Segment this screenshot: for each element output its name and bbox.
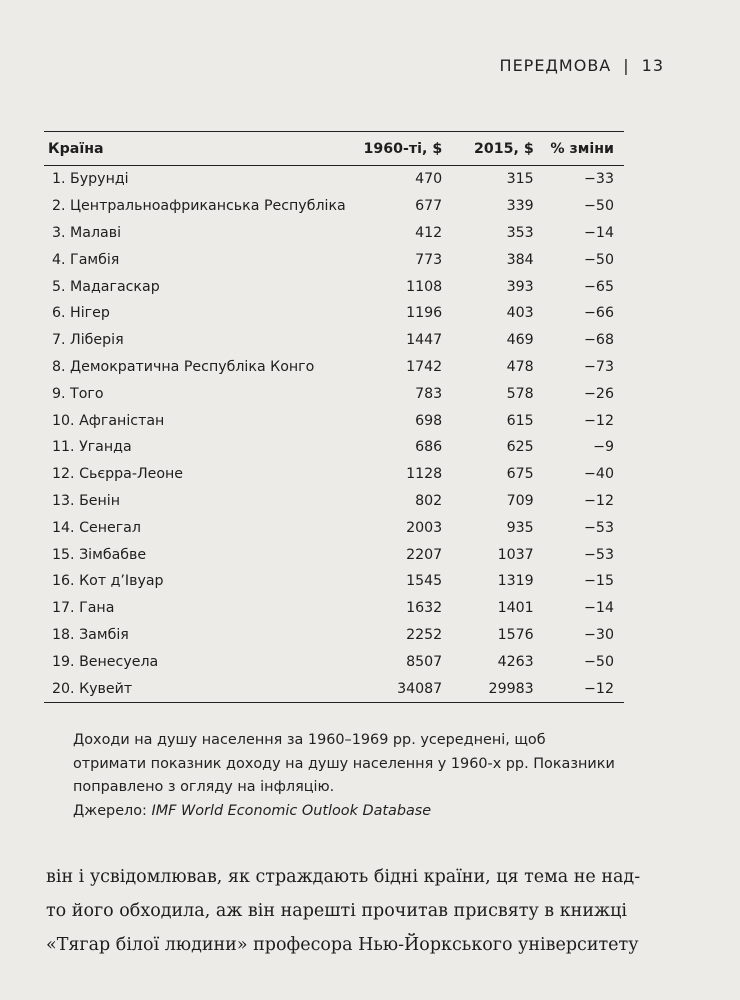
table-row	[44, 300, 624, 327]
page-number: 13	[641, 56, 664, 75]
cell-income-2015: 625	[506, 439, 534, 456]
table-row	[44, 166, 624, 193]
cell-income-2015: 384	[506, 251, 534, 268]
cell-country: 5. Мадагаскар	[52, 278, 160, 295]
cell-change: −53	[584, 546, 614, 563]
cell-country: 7. Ліберія	[52, 332, 124, 349]
cell-change: −66	[584, 305, 614, 322]
body-line: він і усвідомлював, як страждають бідні країни, ця тема не над-	[46, 867, 641, 887]
cell-income-2015: 315	[506, 171, 534, 188]
cell-change: −30	[584, 626, 614, 643]
table-row	[44, 380, 624, 407]
cell-income-1960s: 2252	[406, 626, 443, 643]
table-row	[44, 193, 624, 220]
cell-change: −12	[584, 412, 614, 429]
cell-income-1960s: 1545	[406, 573, 443, 590]
cell-country: 6. Нігер	[52, 305, 110, 322]
table-row	[44, 675, 624, 702]
section-title: ПЕРЕДМОВА	[499, 56, 612, 75]
cell-change: −12	[584, 492, 614, 509]
cell-income-2015: 1576	[497, 626, 534, 643]
cell-change: −53	[584, 519, 614, 536]
cell-change: −50	[584, 653, 614, 670]
cell-change: −33	[584, 171, 614, 188]
cell-country: 10. Афганістан	[52, 412, 165, 429]
cell-country: 15. Зімбабве	[52, 546, 147, 563]
cell-change: −50	[584, 198, 614, 215]
cell-income-1960s: 773	[415, 251, 443, 268]
cell-change: −73	[584, 358, 614, 375]
cell-change: −50	[584, 251, 614, 268]
table-row	[44, 273, 624, 300]
cell-income-1960s: 8507	[406, 653, 443, 670]
table-header-row	[44, 132, 624, 166]
table-row	[44, 354, 624, 381]
cell-income-1960s: 686	[415, 439, 443, 456]
table-row	[44, 541, 624, 568]
source-name: IMF World Economic Outlook Database	[151, 802, 432, 819]
cell-income-1960s: 677	[415, 198, 443, 215]
cell-income-1960s: 2003	[406, 519, 443, 536]
cell-country: 1. Бурунді	[52, 171, 129, 188]
cell-income-2015: 709	[506, 492, 534, 509]
table-row	[44, 461, 624, 488]
cell-change: −9	[593, 439, 614, 456]
cell-income-2015: 393	[506, 278, 534, 295]
table-body	[44, 166, 624, 703]
table-row	[44, 622, 624, 649]
cell-income-2015: 478	[506, 358, 534, 375]
cell-change: −68	[584, 332, 614, 349]
cell-income-2015: 29983	[488, 680, 534, 697]
cell-change: −12	[584, 680, 614, 697]
cell-income-1960s: 470	[415, 171, 443, 188]
cell-income-2015: 1319	[497, 573, 534, 590]
cell-change: −15	[584, 573, 614, 590]
income-table	[44, 131, 624, 703]
table-row	[44, 246, 624, 273]
cell-country: 3. Малаві	[52, 224, 122, 241]
note-source	[73, 800, 623, 824]
body-line: то його обходила, аж він нарешті прочитав присвяту в книжці	[46, 901, 627, 921]
cell-country: 19. Венесуела	[52, 653, 159, 670]
running-head	[500, 56, 664, 75]
header-separator: |	[623, 56, 630, 75]
cell-income-2015: 675	[506, 466, 534, 483]
table-note	[73, 729, 623, 823]
body-line: «Тягар білої людини» професора Нью-Йоркського університету	[46, 935, 639, 955]
cell-country: 17. Гана	[52, 600, 115, 617]
cell-income-1960s: 34087	[397, 680, 443, 697]
column-header-1960s: 1960-ті, $	[363, 140, 443, 157]
cell-country: 16. Кот д’Івуар	[52, 573, 164, 590]
cell-country: 18. Замбія	[52, 626, 129, 643]
cell-income-1960s: 1742	[406, 358, 443, 375]
note-text: Доходи на душу населення за 1960–1969 рр. усереднені, щоб отримати показник доходу на душу населення у 1960-х рр. Показники поправлено з огляду на інфляцію.	[73, 732, 615, 795]
cell-country: 9. Того	[52, 385, 104, 402]
cell-change: −14	[584, 224, 614, 241]
cell-country: 12. Сьєрра-Леоне	[52, 466, 184, 483]
column-header-country: Країна	[48, 140, 104, 157]
table-row	[44, 514, 624, 541]
cell-income-2015: 615	[506, 412, 534, 429]
cell-income-2015: 935	[506, 519, 534, 536]
cell-change: −26	[584, 385, 614, 402]
cell-income-2015: 469	[506, 332, 534, 349]
cell-income-1960s: 783	[415, 385, 443, 402]
cell-country: 14. Сенегал	[52, 519, 141, 536]
cell-income-1960s: 1447	[406, 332, 443, 349]
cell-income-2015: 578	[506, 385, 534, 402]
cell-income-1960s: 1196	[406, 305, 443, 322]
cell-income-1960s: 1128	[406, 466, 443, 483]
cell-income-2015: 4263	[497, 653, 534, 670]
table-row	[44, 595, 624, 622]
cell-income-2015: 1037	[497, 546, 534, 563]
cell-change: −14	[584, 600, 614, 617]
cell-income-2015: 339	[506, 198, 534, 215]
cell-income-2015: 1401	[497, 600, 534, 617]
income-table-wrapper	[44, 131, 624, 703]
body-paragraph	[46, 860, 641, 962]
table-row	[44, 327, 624, 354]
cell-country: 4. Гамбія	[52, 251, 120, 268]
table-row	[44, 434, 624, 461]
table-row	[44, 648, 624, 675]
source-label: Джерело:	[73, 802, 152, 819]
table-row	[44, 220, 624, 247]
cell-country: 13. Бенін	[52, 492, 121, 509]
cell-income-1960s: 698	[415, 412, 443, 429]
cell-country: 20. Кувейт	[52, 680, 133, 697]
cell-change: −40	[584, 466, 614, 483]
cell-country: 8. Демократична Республіка Конго	[52, 358, 315, 375]
cell-income-1960s: 1108	[406, 278, 443, 295]
cell-income-2015: 353	[506, 224, 534, 241]
cell-income-1960s: 2207	[406, 546, 443, 563]
cell-country: 11. Уганда	[52, 439, 132, 456]
cell-income-2015: 403	[506, 305, 534, 322]
cell-country: 2. Центральноафриканська Республіка	[52, 198, 346, 215]
table-row	[44, 488, 624, 515]
column-header-change: % зміни	[550, 140, 614, 157]
table-row	[44, 407, 624, 434]
cell-income-1960s: 802	[415, 492, 443, 509]
cell-income-1960s: 412	[415, 224, 443, 241]
table-row	[44, 568, 624, 595]
cell-change: −65	[584, 278, 614, 295]
column-header-2015: 2015, $	[474, 140, 534, 157]
cell-income-1960s: 1632	[406, 600, 443, 617]
